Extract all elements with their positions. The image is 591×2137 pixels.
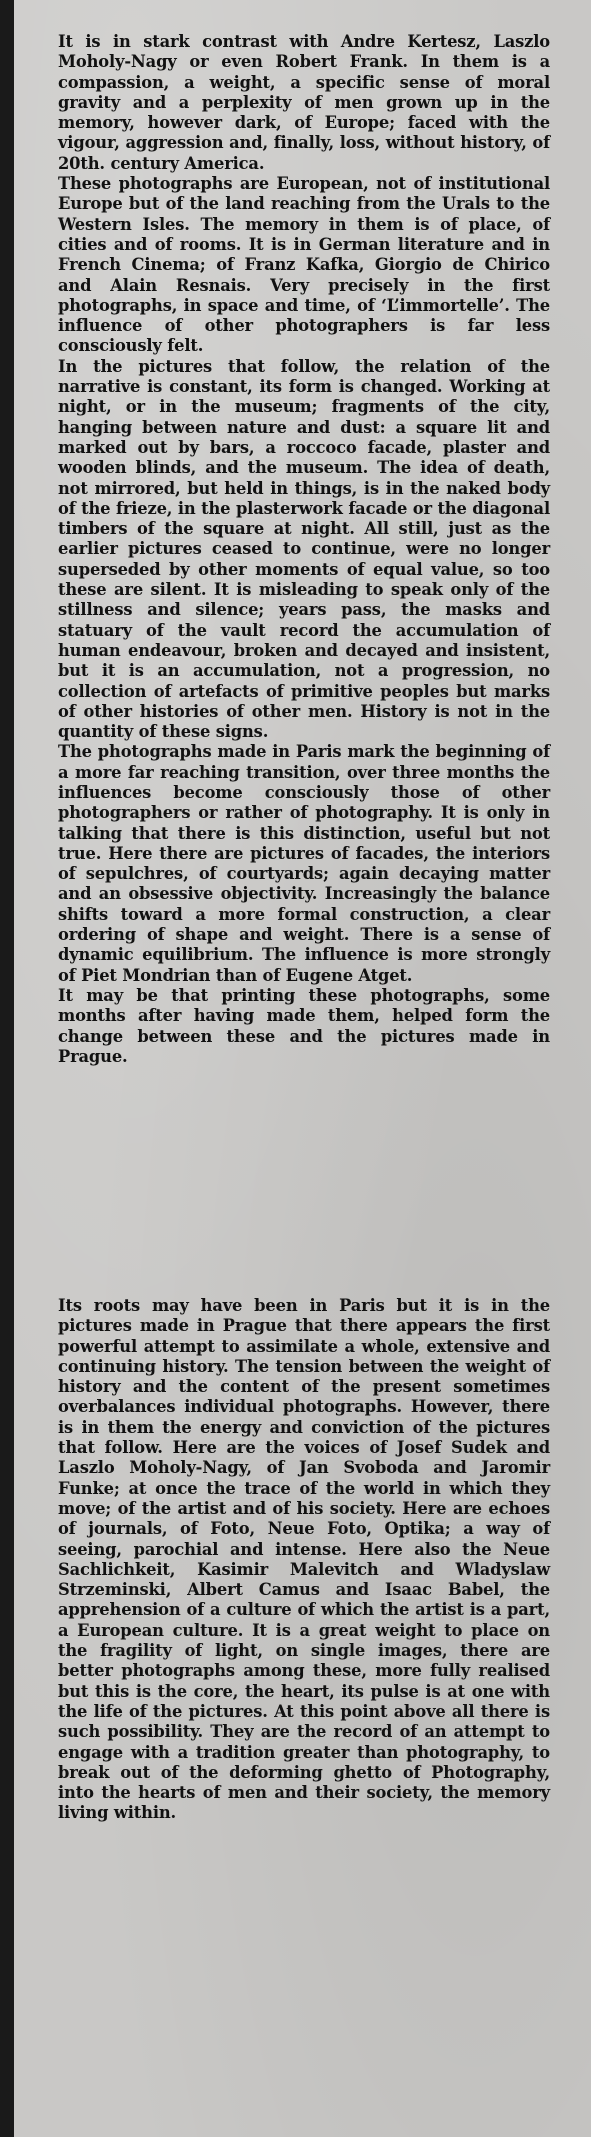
paragraph: It is in stark contrast with Andre Kertesz, Laszlo Moholy-Nagy or even Robert Frank. In them is a compassion, a weight, a specific sense of moral gravity and a perplexity of men grown up in the memory, however dark, of Europe; faced with the vigour, aggression and, finally, loss, without history, of 20th. century America. <box>58 32 550 173</box>
paragraph: It may be that printing these photographs, some months after having made them, helped form the change between these and the pictures made in Prague. <box>58 985 550 1066</box>
text-section-one <box>58 32 550 1067</box>
paragraph: In the pictures that follow, the relation of the narrative is constant, its form is changed. Working at night, or in the museum; fragments of the city, hanging between nature and dust: a square lit and marked out by bars, a roccoco facade, plaster and wooden blinds, and the museum. The idea of death, not mirrored, but held in things, is in the naked body of the frieze, in the plasterwork facade or the diagonal timbers of the square at night. All still, just as the earlier pictures ceased to continue, were no longer superseded by other moments of equal value, so too these are silent. It is misleading to speak only of the stillness and silence; years pass, the masks and statuary of the vault record the accumulation of human endeavour, broken and decayed and insistent, but it is an accumulation, not a progression, no collection of artefacts of primitive peoples but marks of other histories of other men. History is not in the quantity of these signs. <box>58 356 550 742</box>
text-section-two <box>58 1296 550 1824</box>
paragraph: The photographs made in Paris mark the beginning of a more far reaching transition, over three months the influences become consciously those of other photographers or rather of photography. It is only in talking that there is this distinction, useful but not true. Here there are pictures of facades, the interiors of sepulchres, of courtyards; again decaying matter and an obsessive objectivity. Increasingly the balance shifts toward a more formal construction, a clear ordering of shape and weight. There is a sense of dynamic equilibrium. The influence is more strongly of Piet Mondrian than of Eugene Atget. <box>58 742 550 985</box>
printed-page <box>14 0 591 2137</box>
paragraph: These photographs are European, not of institutional Europe but of the land reaching from the Urals to the Western Isles. The memory in them is of place, of cities and of rooms. It is in German literature and in French Cinema; of Franz Kafka, Giorgio de Chirico and Alain Resnais. Very precisely in the first photographs, in space and time, of ‘L’immortelle’. The influence of other photographers is far less consciously felt. <box>58 174 550 356</box>
paragraph: Its roots may have been in Paris but it is in the pictures made in Prague that there appears the first powerful attempt to assimilate a whole, extensive and continuing history. The tension between the weight of history and the content of the present sometimes overbalances individual photographs. However, there is in them the energy and conviction of the pictures that follow. Here are the voices of Josef Sudek and Laszlo Moholy-Nagy, of Jan Svoboda and Jaromir Funke; at once the trace of the world in which they move; of the artist and of his society. Here are echoes of journals, of Foto, Neue Foto, Optika; a way of seeing, parochial and intense. Here also the Neue Sachlichkeit, Kasimir Malevitch and Wladyslaw Strzeminski, Albert Camus and Isaac Babel, the apprehension of a culture of which the artist is a part, a European culture. It is a great weight to place on the fragility of light, on single images, there are better photographs among these, more fully realised but this is the core, the heart, its pulse is at one with the life of the pictures. At this point above all there is such possibility. They are the record of an attempt to engage with a tradition greater than photography, to break out of the deforming ghetto of Photography, into the hearts of men and their society, the memory living within. <box>58 1296 550 1823</box>
